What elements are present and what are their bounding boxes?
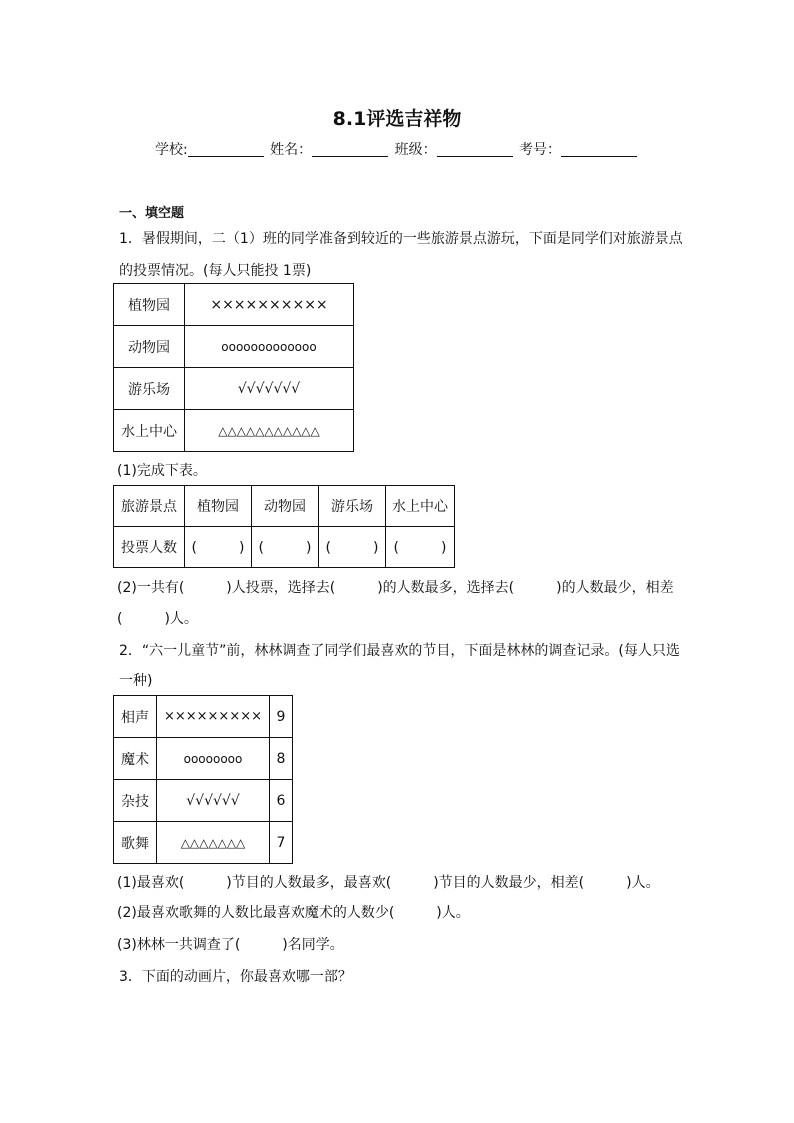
tally-marks: △△△△△△△△△△△: [185, 410, 354, 452]
name-blank[interactable]: [312, 142, 388, 157]
summary-header: 动物园: [252, 486, 319, 527]
tally-item: 魔术: [114, 738, 157, 780]
table-row: [114, 822, 293, 864]
page-title: 8.1评选吉祥物: [332, 108, 462, 130]
q1-sub2-line1: (2)一共有( )人投票，选择去( )的人数最多，选择去( )的人数最少，相差: [117, 580, 674, 596]
tally-marks: ×××××××××: [157, 696, 270, 738]
section-heading: 一、填空题: [119, 206, 185, 221]
tally-place: 植物园: [114, 284, 185, 326]
tally-marks: √√√√√√√: [185, 368, 354, 410]
q1-summary-table: [113, 485, 455, 568]
q1-text-line1: 1．暑假期间，二（1）班的同学准备到较近的一些旅游景点游玩，下面是同学们对旅游景点: [119, 231, 683, 247]
tally-count: 7: [270, 822, 293, 864]
table-row: [114, 410, 354, 452]
table-row: [114, 738, 293, 780]
answer-blank[interactable]: ( ): [185, 527, 252, 568]
school-label: 学校:: [154, 142, 188, 158]
q2-text-line2: 一种): [119, 673, 153, 689]
tally-marks: ooooooooooooo: [185, 326, 354, 368]
q2-tally-table: [113, 695, 293, 864]
number-label: 考号：: [519, 142, 562, 158]
tally-item: 相声: [114, 696, 157, 738]
name-label: 姓名：: [270, 142, 313, 158]
table-row: [114, 527, 455, 568]
q2-sub3: (3)林林一共调查了( )名同学。: [117, 937, 344, 953]
tally-count: 8: [270, 738, 293, 780]
summary-header: 旅游景点: [114, 486, 185, 527]
school-blank[interactable]: [188, 142, 264, 157]
table-row: [114, 780, 293, 822]
tally-count: 9: [270, 696, 293, 738]
tally-marks: △△△△△△△: [157, 822, 270, 864]
table-row: [114, 284, 354, 326]
tally-place: 游乐场: [114, 368, 185, 410]
summary-row-label: 投票人数: [114, 527, 185, 568]
q2-sub1: (1)最喜欢( )节目的人数最多，最喜欢( )节目的人数最少，相差( )人。: [117, 875, 660, 891]
summary-header: 水上中心: [386, 486, 455, 527]
tally-marks: ××××××××××: [185, 284, 354, 326]
answer-blank[interactable]: ( ): [386, 527, 455, 568]
table-row: [114, 696, 293, 738]
answer-blank[interactable]: ( ): [252, 527, 319, 568]
table-row: [114, 326, 354, 368]
table-row: [114, 486, 455, 527]
tally-place: 动物园: [114, 326, 185, 368]
class-label: 班级：: [394, 142, 437, 158]
q1-sub1: (1)完成下表。: [117, 463, 207, 479]
class-blank[interactable]: [437, 142, 513, 157]
table-row: [114, 368, 354, 410]
student-info-line: [0, 139, 794, 159]
summary-header: 植物园: [185, 486, 252, 527]
tally-marks: √√√√√√: [157, 780, 270, 822]
q2-text-line1: 2．“六一儿童节”前，林林调查了同学们最喜欢的节目，下面是林林的调查记录。(每人只选: [119, 643, 680, 659]
q2-sub2: (2)最喜欢歌舞的人数比最喜欢魔术的人数少( )人。: [117, 905, 470, 921]
q1-text-line2: 的投票情况。(每人只能投 1票): [119, 263, 312, 279]
number-blank[interactable]: [561, 142, 637, 157]
q1-sub2-line2: ( )人。: [117, 611, 198, 627]
tally-place: 水上中心: [114, 410, 185, 452]
q1-tally-table: [113, 283, 354, 452]
tally-item: 歌舞: [114, 822, 157, 864]
q3-text: 3．下面的动画片，你最喜欢哪一部？: [119, 969, 352, 985]
tally-item: 杂技: [114, 780, 157, 822]
summary-header: 游乐场: [319, 486, 386, 527]
tally-count: 6: [270, 780, 293, 822]
answer-blank[interactable]: ( ): [319, 527, 386, 568]
tally-marks: oooooooo: [157, 738, 270, 780]
